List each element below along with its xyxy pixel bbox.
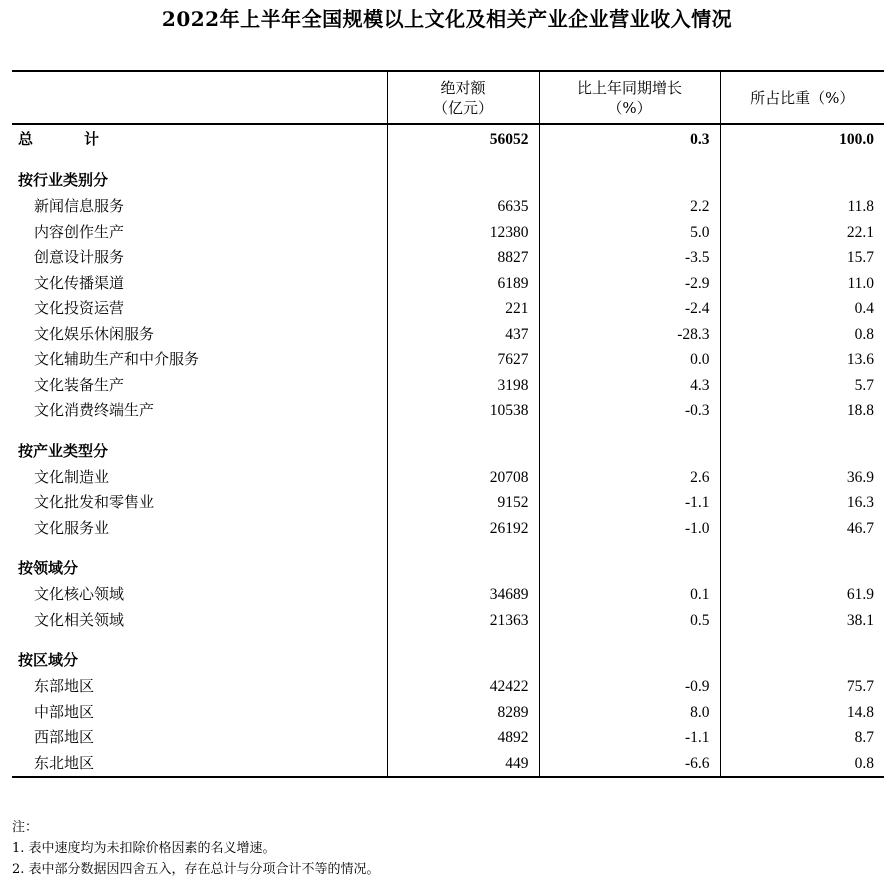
row-share: 18.8 bbox=[720, 398, 884, 424]
row-growth: -28.3 bbox=[539, 322, 720, 348]
spacer-row bbox=[12, 424, 884, 432]
row-growth: 5.0 bbox=[539, 220, 720, 246]
table-row bbox=[12, 220, 884, 246]
spacer-cell bbox=[12, 633, 387, 641]
table-row bbox=[12, 347, 884, 373]
row-growth: -1.0 bbox=[539, 516, 720, 542]
row-label: 文化投资运营 bbox=[34, 299, 125, 318]
row-share: 14.8 bbox=[720, 700, 884, 726]
section-heading-blank bbox=[720, 432, 884, 465]
row-label: 文化辅助生产和中介服务 bbox=[34, 350, 200, 369]
row-growth: 2.2 bbox=[539, 194, 720, 220]
spacer-cell bbox=[387, 541, 539, 549]
revenue-table bbox=[12, 70, 884, 778]
row-amount: 26192 bbox=[387, 516, 539, 542]
spacer-cell bbox=[12, 153, 387, 161]
section-heading-blank bbox=[539, 161, 720, 194]
row-share: 36.9 bbox=[720, 465, 884, 491]
row-share: 0.8 bbox=[720, 751, 884, 777]
spacer-cell bbox=[539, 633, 720, 641]
row-amount: 21363 bbox=[387, 608, 539, 634]
section-heading-blank bbox=[539, 432, 720, 465]
row-amount: 3198 bbox=[387, 373, 539, 399]
row-growth: 0.5 bbox=[539, 608, 720, 634]
row-amount: 20708 bbox=[387, 465, 539, 491]
row-share: 16.3 bbox=[720, 490, 884, 516]
row-share: 13.6 bbox=[720, 347, 884, 373]
row-growth: -1.1 bbox=[539, 725, 720, 751]
row-share: 11.8 bbox=[720, 194, 884, 220]
row-label: 文化消费终端生产 bbox=[34, 401, 155, 420]
table-row bbox=[12, 322, 884, 348]
total-growth: 0.3 bbox=[539, 124, 720, 153]
table-row bbox=[12, 516, 884, 542]
row-share: 61.9 bbox=[720, 582, 884, 608]
section-heading: 按产业类型分 bbox=[18, 441, 109, 460]
spacer-cell bbox=[387, 633, 539, 641]
spacer-row bbox=[12, 153, 884, 161]
row-label: 中部地区 bbox=[34, 702, 95, 721]
table-row bbox=[12, 194, 884, 220]
row-amount: 8827 bbox=[387, 245, 539, 271]
section-heading-row bbox=[12, 161, 884, 194]
table-row bbox=[12, 296, 884, 322]
row-share: 11.0 bbox=[720, 271, 884, 297]
table-row bbox=[12, 674, 884, 700]
row-label: 文化批发和零售业 bbox=[34, 493, 155, 512]
row-label: 文化装备生产 bbox=[34, 375, 125, 394]
spacer-row bbox=[12, 633, 884, 641]
header-share: 所占比重（%） bbox=[720, 71, 884, 124]
row-amount: 42422 bbox=[387, 674, 539, 700]
spacer-cell bbox=[12, 541, 387, 549]
header-growth-line1: 比上年同期增长 bbox=[576, 78, 682, 97]
notes-heading: 注： bbox=[12, 820, 39, 835]
row-amount: 8289 bbox=[387, 700, 539, 726]
header-amount-line2: （亿元） bbox=[432, 98, 493, 117]
row-share: 0.8 bbox=[720, 322, 884, 348]
row-label: 东北地区 bbox=[12, 751, 387, 777]
row-amount: 12380 bbox=[387, 220, 539, 246]
row-amount: 34689 bbox=[387, 582, 539, 608]
section-heading: 按行业类别分 bbox=[18, 171, 109, 189]
table-row bbox=[12, 373, 884, 399]
row-share: 22.1 bbox=[720, 220, 884, 246]
section-heading-blank bbox=[539, 549, 720, 582]
row-label: 东部地区 bbox=[34, 677, 95, 696]
total-share: 100.0 bbox=[720, 124, 884, 153]
note-item-1: 1. 表中速度均为未扣除价格因素的名义增速。 bbox=[12, 841, 276, 856]
row-growth: 2.6 bbox=[539, 465, 720, 491]
table-notes bbox=[12, 817, 380, 880]
header-amount-line1: 绝对额 bbox=[440, 78, 486, 97]
row-growth: -2.4 bbox=[539, 296, 720, 322]
row-growth: 0.1 bbox=[539, 582, 720, 608]
row-growth: -0.3 bbox=[539, 398, 720, 424]
spacer-row bbox=[12, 541, 884, 549]
table-row bbox=[12, 582, 884, 608]
header-item bbox=[12, 71, 387, 124]
row-label: 创意设计服务 bbox=[34, 248, 125, 267]
section-heading: 按领域分 bbox=[18, 559, 79, 577]
spacer-cell bbox=[720, 541, 884, 549]
row-label: 文化传播渠道 bbox=[34, 273, 125, 292]
row-amount: 221 bbox=[387, 296, 539, 322]
row-growth: 0.0 bbox=[539, 347, 720, 373]
row-amount: 449 bbox=[387, 751, 539, 777]
spacer-cell bbox=[539, 424, 720, 432]
row-growth: -6.6 bbox=[539, 751, 720, 777]
section-heading-blank bbox=[720, 549, 884, 582]
table-title: 2022年上半年全国规模以上文化及相关产业企业营业收入情况 bbox=[161, 7, 733, 31]
spacer-cell bbox=[387, 153, 539, 161]
row-label: 新闻信息服务 bbox=[34, 197, 125, 216]
section-heading-blank bbox=[539, 641, 720, 674]
header-growth bbox=[539, 71, 720, 124]
table-row bbox=[12, 608, 884, 634]
row-amount: 6635 bbox=[387, 194, 539, 220]
row-growth: 4.3 bbox=[539, 373, 720, 399]
section-heading-blank bbox=[387, 161, 539, 194]
table-header bbox=[12, 71, 884, 124]
row-share: 38.1 bbox=[720, 608, 884, 634]
section-heading-blank bbox=[387, 549, 539, 582]
spacer-cell bbox=[539, 541, 720, 549]
table-row bbox=[12, 271, 884, 297]
header-growth-line2: （%） bbox=[607, 98, 652, 117]
row-growth: -0.9 bbox=[539, 674, 720, 700]
table-row bbox=[12, 465, 884, 491]
row-growth: 8.0 bbox=[539, 700, 720, 726]
row-growth: -3.5 bbox=[539, 245, 720, 271]
section-heading-blank bbox=[720, 161, 884, 194]
row-label: 文化制造业 bbox=[34, 467, 110, 486]
row-share: 8.7 bbox=[720, 725, 884, 751]
header-amount bbox=[387, 71, 539, 124]
spacer-cell bbox=[720, 633, 884, 641]
row-growth: -1.1 bbox=[539, 490, 720, 516]
row-amount: 6189 bbox=[387, 271, 539, 297]
table-row bbox=[12, 751, 884, 777]
table-row bbox=[12, 398, 884, 424]
total-amount: 56052 bbox=[387, 124, 539, 153]
row-share: 75.7 bbox=[720, 674, 884, 700]
table-row bbox=[12, 245, 884, 271]
table-row bbox=[12, 700, 884, 726]
spacer-cell bbox=[720, 153, 884, 161]
table-row bbox=[12, 490, 884, 516]
section-heading: 按区域分 bbox=[18, 651, 79, 669]
spacer-cell bbox=[387, 424, 539, 432]
row-label: 文化娱乐休闲服务 bbox=[34, 324, 155, 343]
row-label: 文化核心领域 bbox=[34, 585, 125, 604]
section-heading-row bbox=[12, 432, 884, 465]
row-amount: 437 bbox=[387, 322, 539, 348]
section-heading-row bbox=[12, 549, 884, 582]
section-heading-blank bbox=[387, 432, 539, 465]
row-label: 西部地区 bbox=[34, 728, 95, 747]
spacer-cell bbox=[12, 424, 387, 432]
table-row bbox=[12, 725, 884, 751]
total-label: 总 计 bbox=[18, 129, 118, 148]
row-label: 内容创作生产 bbox=[34, 222, 125, 241]
row-amount: 9152 bbox=[387, 490, 539, 516]
row-growth: -2.9 bbox=[539, 271, 720, 297]
spacer-cell bbox=[720, 424, 884, 432]
row-amount: 10538 bbox=[387, 398, 539, 424]
section-heading-blank bbox=[720, 641, 884, 674]
row-label: 文化相关领域 bbox=[34, 610, 125, 629]
row-share: 5.7 bbox=[720, 373, 884, 399]
spacer-cell bbox=[539, 153, 720, 161]
table-body bbox=[12, 124, 884, 777]
section-heading-blank bbox=[387, 641, 539, 674]
row-share: 0.4 bbox=[720, 296, 884, 322]
row-share: 15.7 bbox=[720, 245, 884, 271]
row-amount: 7627 bbox=[387, 347, 539, 373]
section-heading-row bbox=[12, 641, 884, 674]
total-row bbox=[12, 124, 884, 153]
note-item-2: 2. 表中部分数据因四舍五入，存在总计与分项合计不等的情况。 bbox=[12, 862, 380, 877]
row-label: 文化服务业 bbox=[34, 518, 110, 537]
row-amount: 4892 bbox=[387, 725, 539, 751]
row-share: 46.7 bbox=[720, 516, 884, 542]
